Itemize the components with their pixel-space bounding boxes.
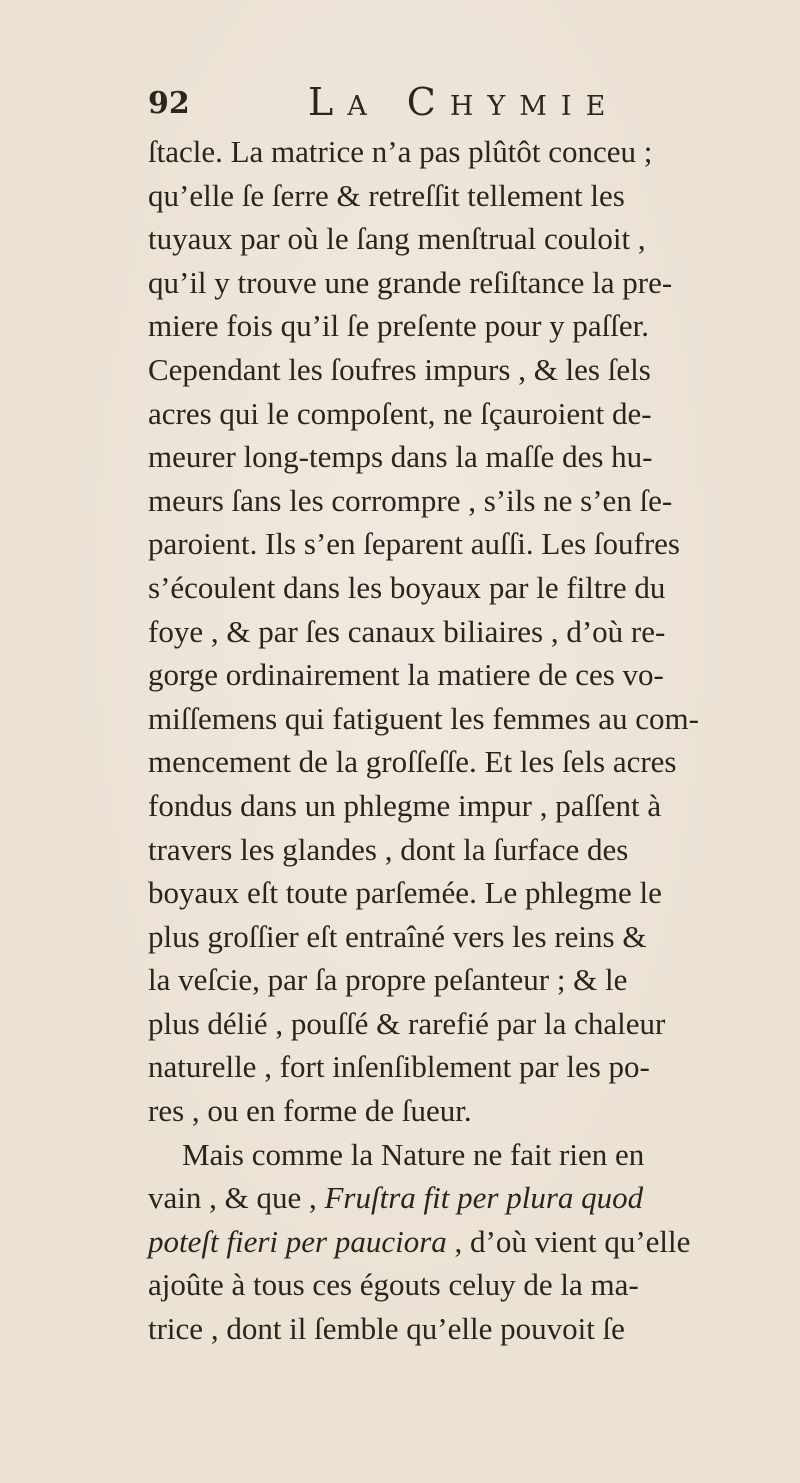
text-line: gorge ordinairement la matiere de ces vo- xyxy=(148,657,664,693)
text-span: , d’où vient qu’elle xyxy=(446,1223,691,1259)
text-line: acres qui le compoſent, ne ſçauroient de- xyxy=(148,395,652,431)
page-number: 92 xyxy=(148,86,190,121)
text-line-mixed xyxy=(148,1220,788,1264)
latin-italic-span: Fruſtra fit per plura quod xyxy=(324,1180,644,1216)
text-line: trice , dont il ſemble qu’elle pouvoit ſe xyxy=(148,1311,625,1347)
text-line: plus groſſier eſt entraîné vers les reins & xyxy=(148,918,647,954)
text-line: qu’elle ſe ſerre & retreſſit tellement les xyxy=(148,177,625,213)
text-line: foye , & par ſes canaux biliaires , d’où re- xyxy=(148,613,666,649)
text-line: ſtacle. La matrice n’a pas plûtôt conceu ; xyxy=(148,134,653,169)
latin-italic-span: poteſt fieri per pauciora xyxy=(148,1223,447,1259)
text-line: Cependant les ſoufres impurs , & les ſels xyxy=(148,351,651,387)
running-title: La Chymie xyxy=(308,80,620,124)
page-header xyxy=(148,80,708,132)
text-line: ajoûte à tous ces égouts celuy de la ma- xyxy=(148,1267,639,1303)
text-line: res , ou en forme de ſueur. xyxy=(148,1093,472,1129)
text-line: naturelle , fort inſenſiblement par les po- xyxy=(148,1049,650,1085)
text-line: fondus dans un phlegme impur , paſſent à xyxy=(148,787,662,823)
body-text xyxy=(148,130,788,1351)
text-line: paroient. Ils s’en ſeparent auſſi. Les ſoufres xyxy=(148,526,680,562)
text-line: travers les glandes , dont la ſurface des xyxy=(148,831,629,867)
text-line: Mais comme la Nature ne fait rien en xyxy=(182,1136,645,1172)
text-line: meurs ſans les corrompre , s’ils ne s’en ſe- xyxy=(148,482,673,518)
text-line: miſſemens qui fatiguent les femmes au com- xyxy=(148,700,699,736)
text-line: miere fois qu’il ſe preſente pour y paſſer. xyxy=(148,308,649,344)
text-line: plus délié , pouſſé & rarefié par la chaleur xyxy=(148,1005,666,1041)
text-line: boyaux eſt toute parſemée. Le phlegme le xyxy=(148,875,662,911)
text-line: tuyaux par où le ſang menſtrual couloit , xyxy=(148,221,646,257)
text-line: mencement de la groſſeſſe. Et les ſels acres xyxy=(148,744,677,780)
text-span: vain , & que , xyxy=(148,1180,325,1216)
text-line: qu’il y trouve une grande reſiſtance la pre- xyxy=(148,264,673,300)
text-line: la veſcie, par ſa propre peſanteur ; & le xyxy=(148,962,628,998)
text-line: s’écoulent dans les boyaux par le filtre du xyxy=(148,569,666,605)
text-line-mixed xyxy=(148,1176,788,1220)
text-line: meurer long-temps dans la maſſe des hu- xyxy=(148,439,653,475)
